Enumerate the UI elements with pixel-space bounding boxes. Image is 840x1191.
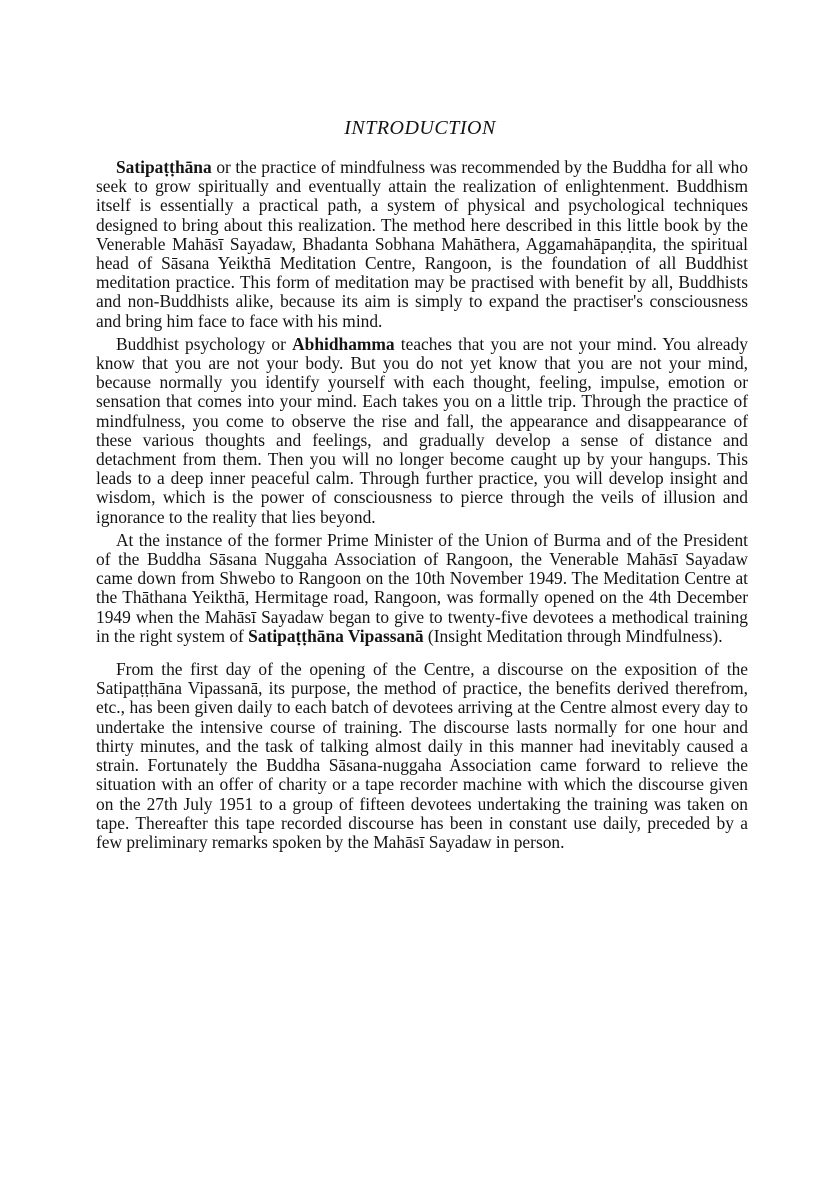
paragraph-3 [96,531,748,646]
paragraph-4 [96,660,748,852]
paragraph-2-text: teaches that you are not your mind. You already know that you are not your body. But you do not yet know that you are not your mind, because normally you identify yourself with each thought, feeling, impulse, emotion or sensation that comes into your mind. Each takes you on a little trip. Through the practice of mindfulness, you come to observe the rise and fall, the appearance and disappearance of these various thoughts and feelings, and gradually develop a sense of distance and detachment from them. Then you will no longer become caught up by your hangups. This leads to a deep inner peaceful calm. Through further practice, you will develop insight and wisdom, which is the power of consciousness to pierce through the veils of illusion and ignorance to the reality that lies beyond. [96,333,748,527]
page-title: INTRODUCTION [344,117,496,139]
paragraph-4-text: From the first day of the opening of the Centre, a discourse on the exposition of the Satipaṭṭhāna Vipassanā, its purpose, the method of practice, the benefits derived therefrom, etc., has been given daily to each batch of devotees arriving at the Centre almost every day to undertake the intensive course of training. The discourse lasts normally for one hour and thirty minutes, and the task of talking almost daily in this manner had inevitably caused a strain. Fortunately the Buddha Sāsana-nuggaha Association came forward to relieve the situation with an offer of charity or a tape recorder machine with which the discourse given on the 27th July 1951 to a group of fifteen devotees undertaking the training was taken on tape. Thereafter this tape recorded discourse has been in constant use daily, preceded by a few preliminary remarks spoken by the Mahāsī Sayadaw in person. [96,659,748,852]
term-abhidhamma: Abhidhamma [292,333,395,354]
term-satipatthana: Satipaṭṭhāna [116,157,212,177]
term-satipatthana-vipassana: Satipaṭṭhāna Vipassanā [248,625,424,646]
paragraph-2 [96,335,748,527]
paragraph-1 [96,158,748,331]
paragraph-3-tail: (Insight Meditation through Mindfulness). [423,625,723,646]
introduction-body [96,158,748,852]
paragraph-2-lead: Buddhist psychology or [116,333,293,354]
paragraph-1-text: or the practice of mindfulness was recommended by the Buddha for all who seek to grow spiritually and eventually attain the realization of enlightenment. Buddhism itself is essentially a practical path, a system of physical and psychological techniques designed to bring about this realization. The method here described in this little book by the Venerable Mahāsī Sayadaw, Bhadanta Sobhana Mahāthera, Aggamahāpaṇḍita, the spiritual head of Sāsana Yeikthā Meditation Centre, Rangoon, is the foundation of all Buddhist meditation practice. This form of meditation may be practised with benefit by all, Buddhists and non-Buddhists alike, because its aim is simply to expand the practiser's consciousness and bring him face to face with his mind. [96,157,748,331]
paragraph-3-text: At the instance of the former Prime Minister of the Union of Burma and of the President of the Buddha Sāsana Nuggaha Association of Rangoon, the Venerable Mahāsī Sayadaw came down from Shwebo to Rangoon on the 10th November 1949. The Meditation Centre at the Thāthana Yeikthā, Hermitage road, Rangoon, was formally opened on the 4th December 1949 when the Mahāsī Sayadaw began to give to twenty-five devotees a methodical training in the right system of [96,529,748,646]
